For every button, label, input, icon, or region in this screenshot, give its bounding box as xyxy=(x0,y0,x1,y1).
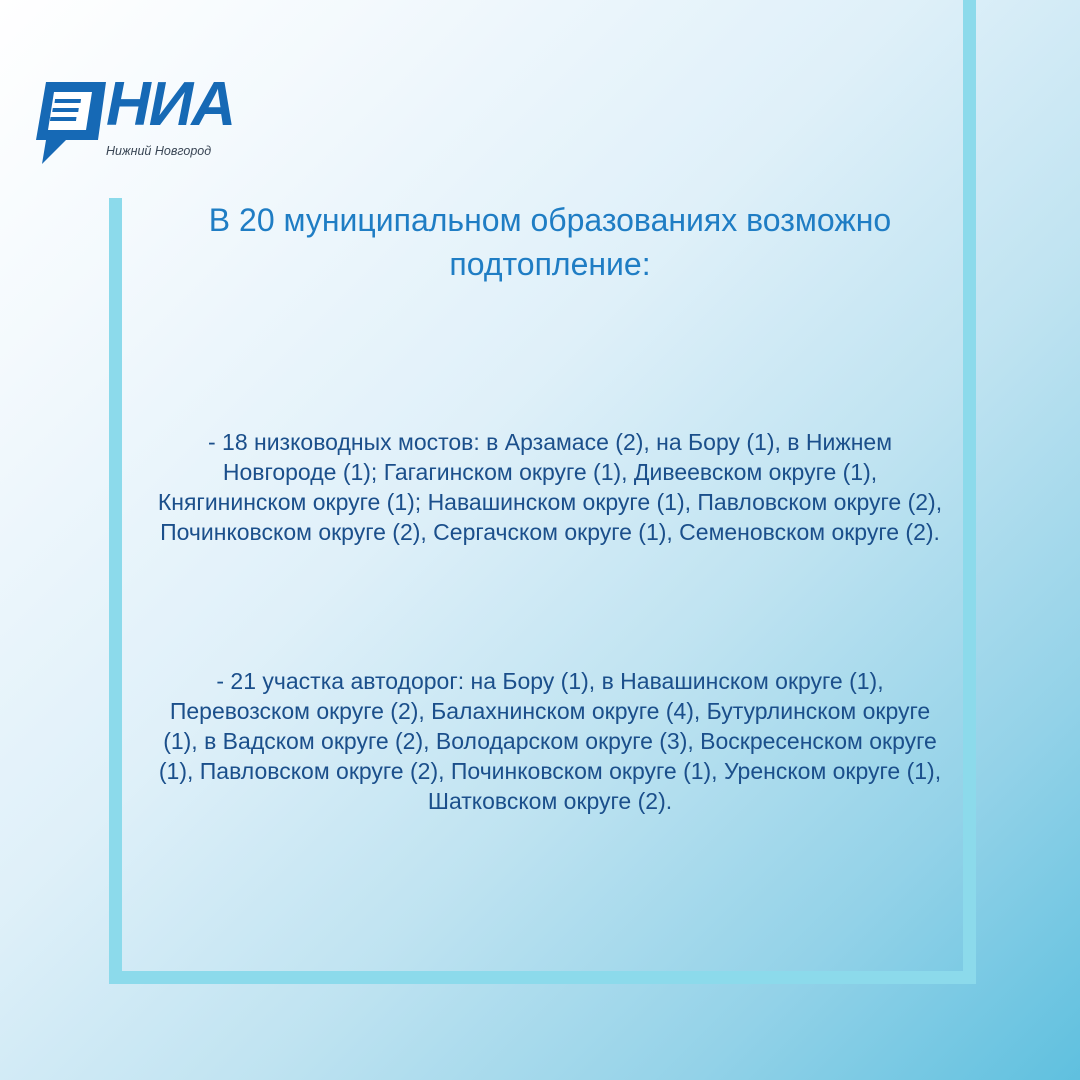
frame-bottom-border xyxy=(109,971,976,984)
logo-subtitle: Нижний Новгород xyxy=(106,144,212,158)
logo-wordmark: НИА xyxy=(106,70,235,139)
page-title: В 20 муниципальном образованиях возможно подтопление: xyxy=(208,202,892,282)
logo xyxy=(36,70,246,168)
roads-paragraph: - 21 участка автодорог: на Бору (1), в Навашинском округе (1), Перевозском округе (2), Балахнинском округе (4), Бутурлинском округе (1), в Вадском округе (2), Володарском округе (3), Воскресенском округе (1), Павловском округе (2), Починковском округе (1), Уренском округе (1), Шатковском округе (2). xyxy=(158,668,942,814)
frame-right-border xyxy=(963,0,976,984)
frame-left-border xyxy=(109,198,122,984)
news-bubble-icon xyxy=(36,78,108,168)
bridges-paragraph: - 18 низководных мостов: в Арзамасе (2), на Бору (1), в Нижнем Новгороде (1); Гагагинском округе (1), Дивеевском округе (1), Княгининском округе (1); Навашинском округе (1), Павловском округе (2), Починковском округе (2), Сергачском округе (1), Семеновском округе (2). xyxy=(157,429,943,545)
